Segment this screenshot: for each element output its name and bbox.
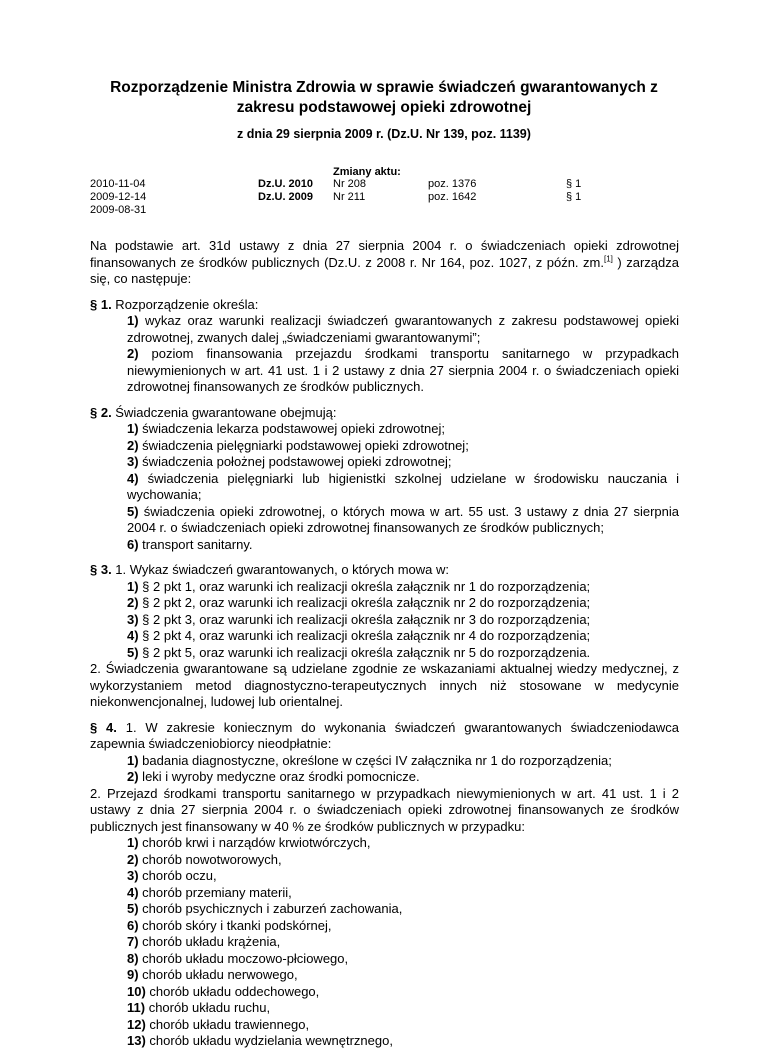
list-item: 10) chorób układu oddechowego, (127, 983, 320, 999)
preamble: Na podstawie art. 31d ustawy z dnia 27 sierpnia 2004 r. o świadczeniach opieki zdrowotnej finansowanych ze środków publicznych (Dz.U. z 2008 r. Nr 164, poz. 1027, z późn. zm.[1] ) zarządza się, co następuje: (90, 238, 679, 286)
amendments-number (333, 178, 366, 204)
paragraph-2: § 2. Świadczenia gwarantowane obejmują: (90, 404, 337, 420)
list-item: 2) leki i wyroby medyczne oraz środki pomocnicze. (127, 769, 420, 784)
list-item: 3) chorób oczu, (127, 868, 217, 883)
list-item: 3) świadczenia położnej podstawowej opieki zdrowotnej; (127, 454, 452, 469)
paragraph-label: § 3. (90, 562, 112, 577)
paragraph-4: § 4. 1. W zakresie koniecznym do wykonania świadczeń gwarantowanych świadczeniodawca zapewnia świadczeniobiorcy nieodpłatnie: (90, 719, 679, 751)
amendment-date: 2009-08-31 (90, 204, 147, 216)
amendment-date: 2009-12-14 (90, 191, 147, 203)
document-title: Rozporządzenie Ministra Zdrowia w sprawie świadczeń gwarantowanych z zakresu podstawowej opieki zdrowotnej (110, 79, 658, 116)
paragraph-label: § 1. (90, 296, 112, 312)
amendments-journal (258, 178, 313, 204)
document-date-line: z dnia 29 sierpnia 2009 r. (Dz.U. Nr 139, poz. 1139) (237, 127, 531, 141)
document-body (90, 238, 679, 1050)
amendments-paragraph (566, 178, 581, 204)
amendment-number: Nr 208 (333, 178, 367, 190)
paragraph-3: § 3. 1. Wykaz świadczeń gwarantowanych, o których mowa w: (90, 562, 449, 577)
list-item: 1) świadczenia lekarza podstawowej opieki zdrowotnej; (127, 421, 445, 436)
list-item: 1) § 2 pkt 1, oraz warunki ich realizacji określa załącznik nr 1 do rozporządzenia; (127, 578, 591, 594)
paragraph-1: § 1. Rozporządzenie określa: (90, 296, 259, 312)
list-item: 1) chorób krwi i narządów krwiotwórczych, (127, 835, 371, 850)
list-item: 5) chorób psychicznych i zaburzeń zachowania, (127, 901, 403, 916)
amendment-paragraph: § 1 (566, 191, 582, 203)
list-item: 2) § 2 pkt 2, oraz warunki ich realizacji określa załącznik nr 2 do rozporządzenia; (127, 595, 591, 610)
list-item: 2) świadczenia pielęgniarki podstawowej opieki zdrowotnej; (127, 437, 469, 453)
amendment-journal: Dz.U. 2009 (258, 191, 314, 203)
list-item: 6) chorób skóry i tkanki podskórnej, (127, 917, 332, 933)
list-item: 7) chorób układu krążenia, (127, 934, 281, 949)
list-item: 2) poziom finansowania przejazdu środkami transportu sanitarnego w przypadkach niewymienionych w art. 41 ust. 1 i 2 ustawy z dnia 27 sierpnia 2004 r. o świadczeniach opieki zdrowotnej finansowanych ze środków publicznych. (127, 346, 679, 394)
amendment-position: poz. 1376 (428, 178, 477, 190)
amendment-number: Nr 211 (333, 191, 366, 203)
amendments-dates (90, 178, 146, 217)
paragraph-label: § 4. (90, 719, 117, 735)
list-item: 5) § 2 pkt 5, oraz warunki ich realizacji określa załącznik nr 5 do rozporządzenia. (127, 644, 591, 660)
list-item: 4) § 2 pkt 4, oraz warunki ich realizacji określa załącznik nr 4 do rozporządzenia; (127, 628, 591, 643)
amendments-header: Zmiany aktu: (333, 166, 401, 178)
list-item: 2) chorób nowotworowych, (127, 851, 282, 867)
list-item: 4) świadczenia pielęgniarki lub higienistki szkolnej udzielane w środowisku nauczania i wychowania; (127, 470, 679, 502)
paragraph-4-ust-2: 2. Przejazd środkami transportu sanitarnego w przypadkach niewymienionych w art. 41 ust. 1 i 2 ustawy z dnia 27 sierpnia 2004 r. o świadczeniach opieki zdrowotnej finansowanych ze środków publicznych jest finansowany w 40 % ze środków publicznych w przypadku: (90, 785, 679, 834)
list-item: 12) chorób układu trawiennego, (127, 1016, 310, 1032)
amendment-paragraph: § 1 (566, 178, 582, 190)
list-item: 4) chorób przemiany materii, (127, 884, 292, 900)
amendment-date: 2010-11-04 (90, 178, 146, 190)
list-item: 6) transport sanitarny. (127, 536, 253, 552)
list-item: 8) chorób układu moczowo-płciowego, (127, 950, 349, 966)
paragraph-3-ust-2: 2. Świadczenia gwarantowane są udzielane zgodnie ze wskazaniami aktualnej wiedzy medycznej, z wykorzystaniem metod diagnostyczno-terapeutycznych innych niż stosowane w medycynie niekonwencjonalnej, ludowej lub orientalnej. (90, 661, 679, 709)
list-item: 9) chorób układu nerwowego, (127, 967, 298, 982)
list-item: 5) świadczenia opieki zdrowotnej, o których mowa w art. 55 ust. 3 ustawy z dnia 27 sierpnia 2004 r. o świadczeniach opieki zdrowotnej finansowanych ze środków publicznych; (127, 503, 679, 535)
list-item: 11) chorób układu ruchu, (127, 1000, 271, 1015)
amendment-position: poz. 1642 (428, 191, 477, 203)
list-item: 13) chorób układu wydzielania wewnętrznego, (127, 1033, 393, 1048)
amendments-position (428, 178, 476, 204)
list-item: 3) § 2 pkt 3, oraz warunki ich realizacji określa załącznik nr 3 do rozporządzenia; (127, 611, 591, 627)
list-item: 1) wykaz oraz warunki realizacji świadczeń gwarantowanych z zakresu podstawowej opieki zdrowotnej, zwanych dalej „świadczeniami gwarantowanymi”; (127, 313, 679, 345)
footnote-ref[interactable]: [1] (604, 254, 613, 264)
paragraph-label: § 2. (90, 404, 112, 420)
list-item: 1) badania diagnostyczne, określone w części IV załącznika nr 1 do rozporządzenia; (127, 752, 612, 768)
amendment-journal: Dz.U. 2010 (258, 178, 314, 190)
